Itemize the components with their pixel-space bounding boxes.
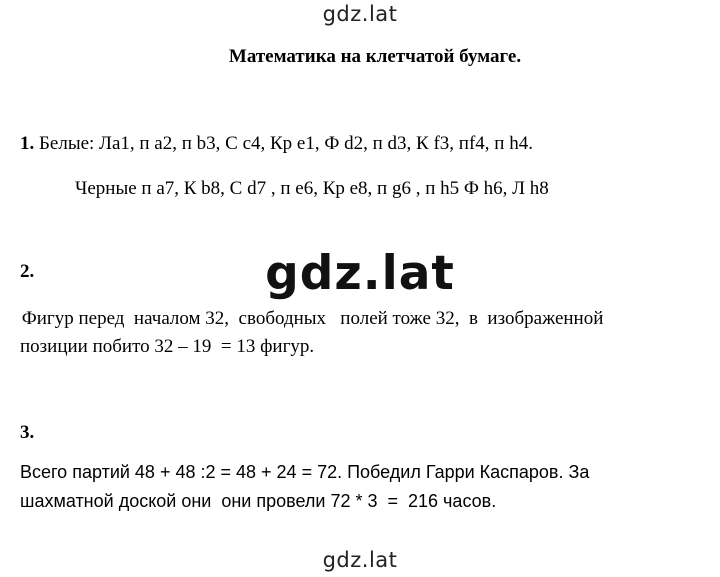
section-1-number: 1.: [20, 133, 35, 154]
section-1-white-line: [20, 133, 533, 155]
watermark-bottom: gdz.lat: [322, 548, 398, 572]
page-title: Математика на клетчатой бумаге.: [228, 46, 522, 67]
section-3-line-2: шахматной доской они они провели 72 * 3 = 216 часов.: [20, 491, 497, 511]
section-2-number: 2.: [20, 261, 35, 282]
watermark-middle: gdz.lat: [265, 246, 455, 301]
section-3-number: 3.: [20, 422, 35, 443]
section-1-white-pieces: Белые: Ла1, п а2, п b3, С с4, Кр е1, Ф d2, п d3, К f3, пf4, п h4.: [39, 133, 533, 154]
section-2-line-1: Фигур перед началом 32, свободных полей тоже 32, в изображенной: [17, 308, 604, 329]
section-1-black-pieces: Черные п а7, К b8, С d7 , п е6, Кр е8, п g6 , п h5 Ф h6, Л h8: [75, 178, 549, 199]
watermark-top: gdz.lat: [322, 2, 398, 26]
section-2-line-2: позиции побито 32 – 19 = 13 фигур.: [20, 336, 315, 357]
section-3-line-1: Всего партий 48 + 48 :2 = 48 + 24 = 72. Победил Гарри Каспаров. За: [20, 462, 590, 482]
